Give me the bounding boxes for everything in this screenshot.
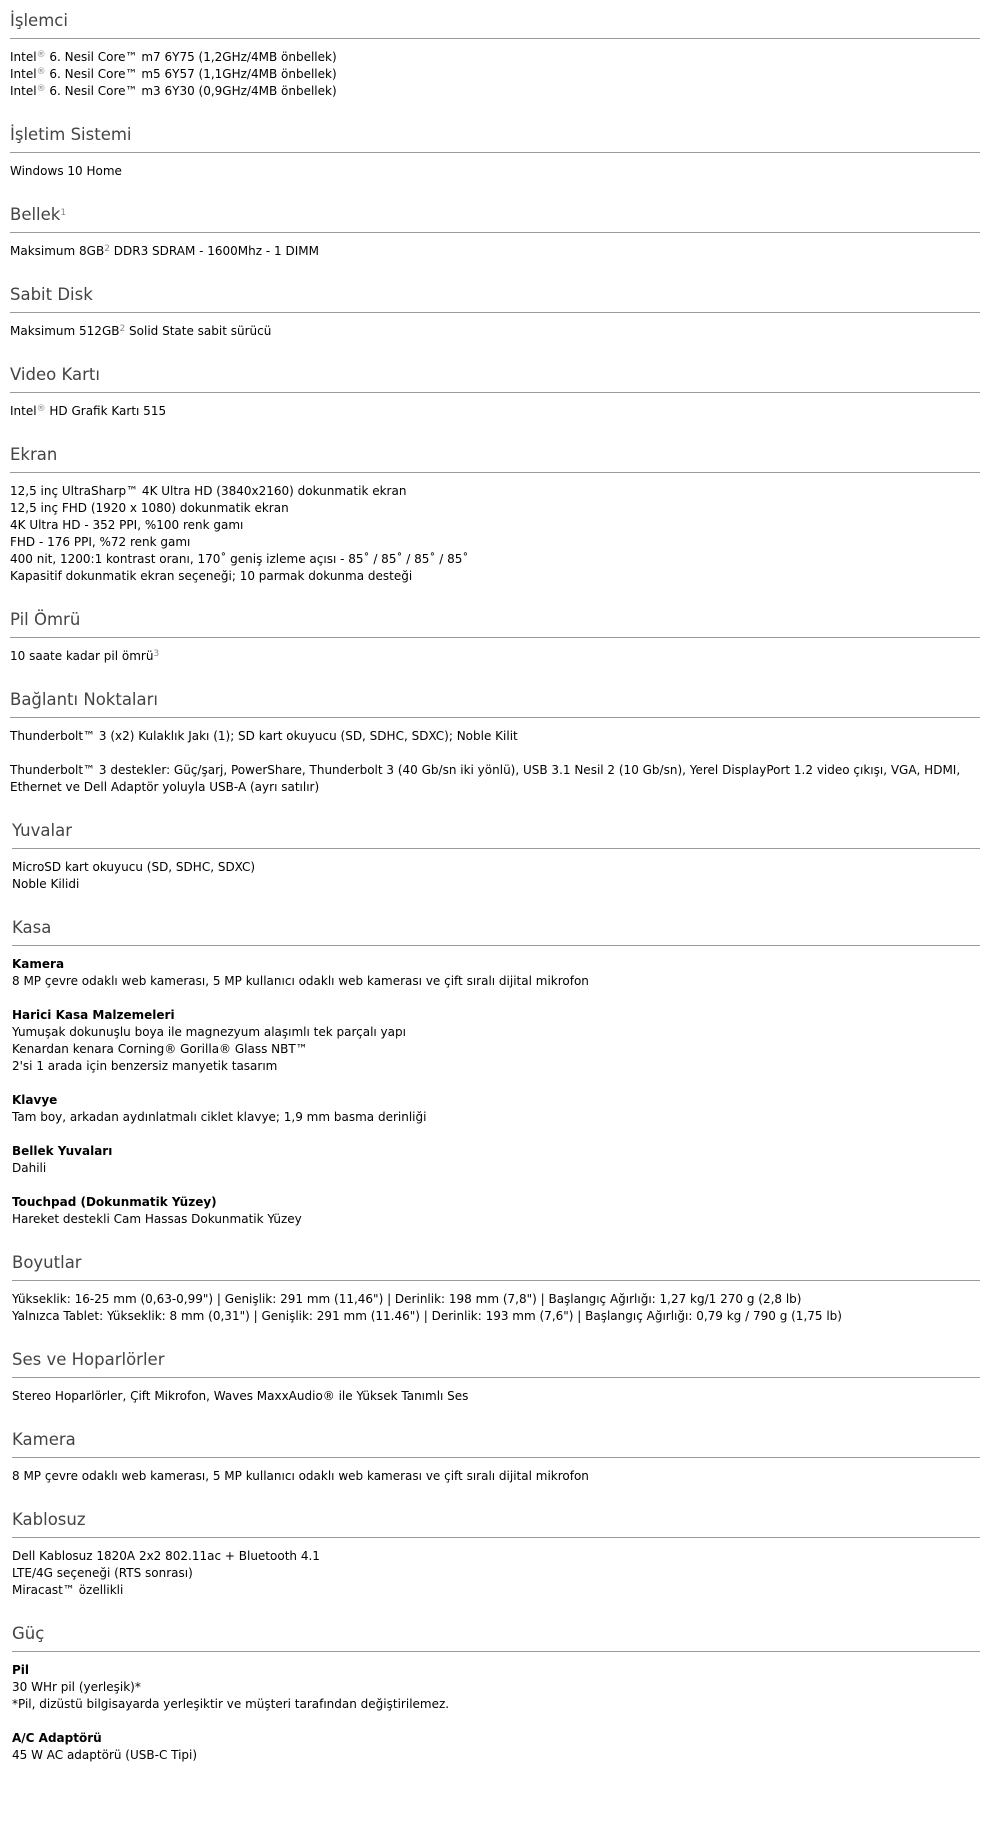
spec-line: Kenardan kenara Corning® Gorilla® Glass NBT™ — [12, 1042, 308, 1056]
registered-mark: ® — [36, 404, 46, 414]
spec-line: Thunderbolt™ 3 (x2) Kulaklık Jakı (1); SD kart okuyucu (SD, SDHC, SDXC); Noble Kilit — [10, 729, 518, 743]
registered-mark: ® — [36, 67, 46, 77]
section-title: Kablosuz — [12, 1499, 980, 1538]
spec-line: Kapasitif dokunmatik ekran seçeneği; 10 parmak dokunma desteği — [10, 569, 413, 583]
section-title: Kamera — [12, 1419, 980, 1458]
section-camera — [10, 1419, 980, 1499]
spec-line: 12,5 inç FHD (1920 x 1080) dokunmatik ekran — [10, 501, 289, 515]
subsection-heading: Harici Kasa Malzemeleri — [12, 1008, 175, 1022]
title-text: Bellek — [10, 205, 61, 224]
spec-line — [10, 49, 980, 66]
spacer — [12, 1177, 980, 1194]
section-memory — [10, 194, 980, 274]
spec-text: DDR3 SDRAM - 1600Mhz - 1 DIMM — [109, 244, 319, 258]
spec-text: Maksimum 512GB — [10, 324, 120, 338]
spec-line: Hareket destekli Cam Hassas Dokunmatik Yüzey — [12, 1212, 302, 1226]
section-body — [10, 718, 980, 810]
section-slots — [10, 810, 980, 907]
spacer — [12, 1126, 980, 1143]
spec-line: MicroSD kart okuyucu (SD, SDHC, SDXC) — [12, 860, 256, 874]
spec-line: 8 MP çevre odaklı web kamerası, 5 MP kullanıcı odaklı web kamerası ve çift sıralı dijital mikrofon — [12, 1469, 589, 1483]
spec-line: Dell Kablosuz 1820A 2x2 802.11ac + Bluetooth 4.1 — [12, 1549, 320, 1563]
spec-text: 10 saate kadar pil ömrü — [10, 649, 154, 663]
spec-text: Maksimum 8GB — [10, 244, 105, 258]
subsection-heading: A/C Adaptörü — [12, 1731, 102, 1745]
section-body — [12, 1538, 980, 1613]
spec-line: Stereo Hoparlörler, Çift Mikrofon, Waves MaxxAudio® ile Yüksek Tanımlı Ses — [12, 1389, 469, 1403]
spec-line: Yükseklik: 16-25 mm (0,63-0,99") | Genişlik: 291 mm (11,46") | Derinlik: 198 mm (7,8") | Başlangıç Ağırlığı: 1,27 kg/1 270 g (2,8 lb) — [12, 1292, 802, 1306]
section-body — [10, 233, 980, 274]
spacer — [12, 1075, 980, 1092]
spacer — [10, 745, 980, 762]
section-body — [12, 1652, 980, 1778]
spec-text: HD Grafik Kartı 515 — [45, 404, 167, 418]
section-body — [12, 1378, 980, 1419]
section-body — [10, 39, 980, 114]
section-title: Boyutlar — [12, 1242, 980, 1281]
spec-line: Dahili — [12, 1161, 47, 1175]
spec-text: 6. Nesil Core™ m3 6Y30 (0,9GHz/4MB önbellek) — [49, 84, 337, 98]
footnote-marker: 2 — [104, 244, 110, 254]
spec-text: 6. Nesil Core™ m7 6Y75 (1,2GHz/4MB önbellek) — [49, 50, 337, 64]
spec-line: Noble Kilidi — [12, 877, 80, 891]
spec-line — [10, 243, 980, 260]
spec-paragraph: Thunderbolt™ 3 destekler: Güç/şarj, PowerShare, Thunderbolt 3 (40 Gb/sn iki yönlü), USB 3.1 Nesil 2 (10 Gb/sn), Yerel DisplayPort 1.2 video çıkışı, VGA, HDMI, Ethernet ve Dell Adaptör yoluyla USB-A (ayrı satılır) — [10, 763, 961, 794]
subsection-heading: Bellek Yuvaları — [12, 1144, 113, 1158]
section-body — [12, 849, 980, 907]
section-power — [10, 1613, 980, 1778]
subsection-heading: Klavye — [12, 1093, 58, 1107]
section-title: Yuvalar — [12, 810, 980, 849]
section-title: Kasa — [12, 907, 980, 946]
spec-line: Miracast™ özellikli — [12, 1583, 124, 1597]
registered-mark: ® — [36, 84, 46, 94]
spec-line — [10, 403, 980, 420]
spacer — [12, 1713, 980, 1730]
spec-line: Yalnızca Tablet: Yükseklik: 8 mm (0,31") | Genişlik: 291 mm (11.46") | Derinlik: 193 mm (7,6") | Başlangıç Ağırlığı: 0,79 kg / 790 g (1,75 lb) — [12, 1309, 842, 1323]
section-ports — [10, 679, 980, 810]
section-processor — [10, 0, 980, 114]
footnote-marker: 3 — [153, 649, 160, 659]
section-os — [10, 114, 980, 194]
subsection-heading: Pil — [12, 1663, 30, 1677]
spec-line: 12,5 inç UltraSharp™ 4K Ultra HD (3840x2160) dokunmatik ekran — [10, 484, 407, 498]
section-dimensions — [10, 1242, 980, 1339]
section-body — [12, 946, 980, 1242]
section-title: Güç — [12, 1613, 980, 1652]
section-body — [10, 473, 980, 599]
spacer — [12, 990, 980, 1007]
section-body — [10, 153, 980, 194]
spec-text: Solid State sabit sürücü — [125, 324, 272, 338]
section-title: Bağlantı Noktaları — [10, 679, 980, 718]
spec-line — [10, 66, 980, 83]
spec-line: Tam boy, arkadan aydınlatmalı ciklet klavye; 1,9 mm basma derinliği — [12, 1110, 427, 1124]
footnote-marker: 1 — [60, 208, 67, 218]
section-title: Sabit Disk — [10, 274, 980, 313]
section-body — [10, 313, 980, 354]
section-body — [10, 638, 980, 679]
section-title: Video Kartı — [10, 354, 980, 393]
spec-line: 400 nit, 1200:1 kontrast oranı, 170˚ geniş izleme açısı - 85˚ / 85˚ / 85˚ / 85˚ — [10, 552, 469, 566]
brand-text: Intel — [10, 67, 37, 81]
spec-line: 4K Ultra HD - 352 PPI, %100 renk gamı — [10, 518, 244, 532]
section-video — [10, 354, 980, 434]
spec-document — [10, 0, 980, 1778]
spec-line: *Pil, dizüstü bilgisayarda yerleşiktir ve müşteri tarafından değiştirilemez. — [12, 1697, 450, 1711]
section-audio — [10, 1339, 980, 1419]
section-body — [12, 1458, 980, 1499]
brand-text: Intel — [10, 50, 37, 64]
section-title: Ses ve Hoparlörler — [12, 1339, 980, 1378]
spec-line: Windows 10 Home — [10, 164, 122, 178]
spec-line: 45 W AC adaptörü (USB-C Tipi) — [12, 1748, 198, 1762]
spec-line — [10, 83, 980, 100]
registered-mark: ® — [36, 50, 46, 60]
section-title: Pil Ömrü — [10, 599, 980, 638]
section-title: İşlemci — [10, 0, 980, 39]
subsection-heading: Touchpad (Dokunmatik Yüzey) — [12, 1195, 217, 1209]
spec-line: LTE/4G seçeneği (RTS sonrası) — [12, 1566, 193, 1580]
brand-text: Intel — [10, 404, 37, 418]
section-body — [10, 393, 980, 434]
section-battery-life — [10, 599, 980, 679]
section-display — [10, 434, 980, 599]
spec-line: FHD - 176 PPI, %72 renk gamı — [10, 535, 191, 549]
spec-line: 8 MP çevre odaklı web kamerası, 5 MP kullanıcı odaklı web kamerası ve çift sıralı dijital mikrofon — [12, 974, 589, 988]
section-title — [10, 194, 980, 233]
spec-line — [10, 648, 980, 665]
section-storage — [10, 274, 980, 354]
subsection-heading: Kamera — [12, 957, 65, 971]
section-title: Ekran — [10, 434, 980, 473]
footnote-marker: 2 — [119, 324, 126, 334]
spec-line: Yumuşak dokunuşlu boya ile magnezyum alaşımlı tek parçalı yapı — [12, 1025, 406, 1039]
spec-text: 6. Nesil Core™ m5 6Y57 (1,1GHz/4MB önbellek) — [49, 67, 337, 81]
spec-line: 30 WHr pil (yerleşik)* — [12, 1680, 141, 1694]
section-chassis — [10, 907, 980, 1242]
section-title: İşletim Sistemi — [10, 114, 980, 153]
brand-text: Intel — [10, 84, 37, 98]
spec-line: 2'si 1 arada için benzersiz manyetik tasarım — [12, 1059, 278, 1073]
section-wireless — [10, 1499, 980, 1613]
spec-line — [10, 323, 980, 340]
section-body — [12, 1281, 980, 1339]
